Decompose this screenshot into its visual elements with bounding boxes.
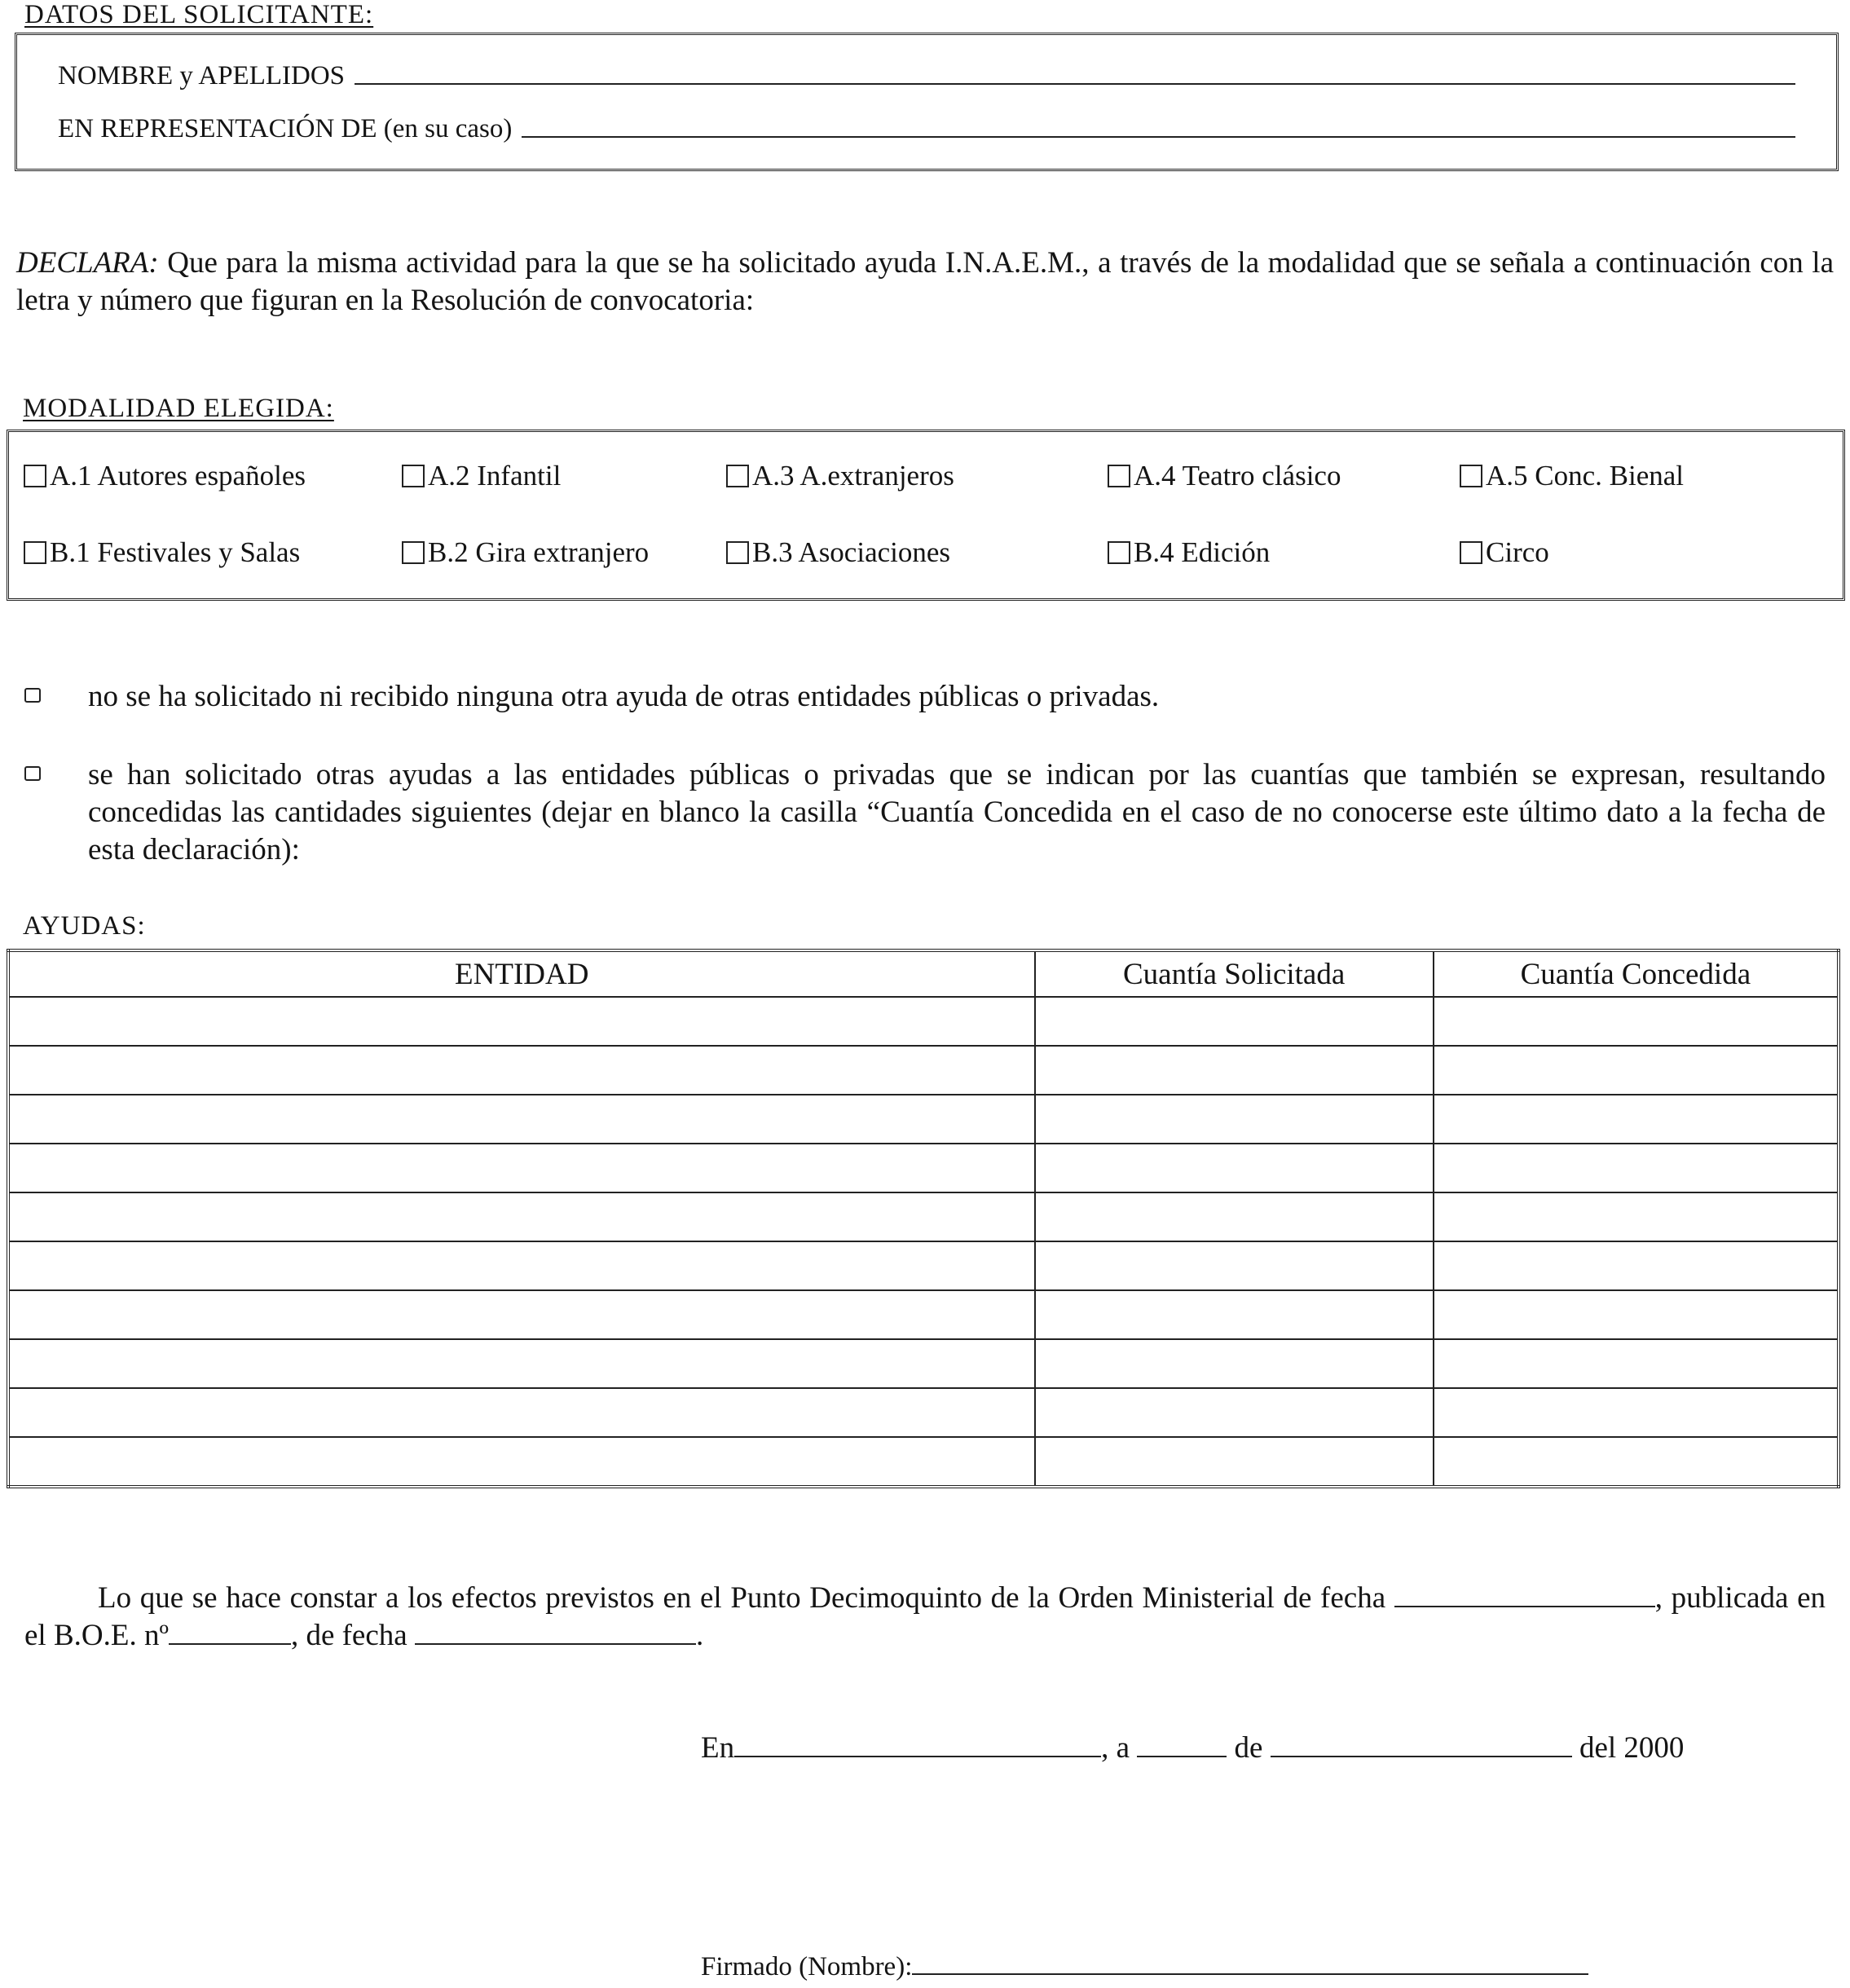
checkbox[interactable]: [1108, 465, 1130, 487]
constancia-text-4: .: [695, 1619, 704, 1652]
table-row: [8, 1241, 1839, 1290]
constancia-text-3: , de fecha: [290, 1619, 407, 1652]
de-label: de: [1234, 1731, 1263, 1765]
modalidad-option-b2[interactable]: [402, 536, 649, 569]
checkbox[interactable]: [24, 465, 46, 487]
concedida-cell[interactable]: [1434, 1046, 1839, 1095]
table-row: [8, 997, 1839, 1046]
checkbox[interactable]: [24, 541, 46, 564]
section-heading-solicitante: DATOS DEL SOLICITANTE:: [24, 0, 374, 29]
entidad-cell[interactable]: [8, 1290, 1035, 1339]
checkbox-otras-ayudas[interactable]: [24, 766, 41, 781]
declara-text: Que para la misma actividad para la que se ha solicitado ayuda I.N.A.E.M., a través de la modalidad que se señala a continuación con la letra y número que figuran en la Resolución de convocatoria:: [16, 246, 1834, 317]
modalidad-option-a2[interactable]: [402, 460, 561, 492]
modalidad-option-b3[interactable]: [726, 536, 950, 569]
del-label: del 2000: [1579, 1731, 1685, 1765]
concedida-cell[interactable]: [1434, 1437, 1839, 1487]
option-label: B.3 Asociaciones: [752, 536, 951, 568]
solicitada-cell[interactable]: [1035, 1339, 1434, 1388]
representacion-row: [58, 108, 1795, 144]
constancia-text-2: , publicada en el B.O.E. nº: [24, 1581, 1826, 1652]
entidad-cell[interactable]: [8, 1388, 1035, 1437]
opcion-otras-ayudas: [24, 756, 1826, 871]
representacion-label: EN REPRESENTACIÓN DE (en su caso): [58, 114, 513, 143]
column-header-entidad: ENTIDAD: [8, 950, 1035, 997]
modalidad-option-a5[interactable]: [1460, 460, 1684, 492]
modalidad-frame: [7, 430, 1845, 601]
dia-field[interactable]: [1137, 1756, 1227, 1757]
concedida-cell[interactable]: [1434, 997, 1839, 1046]
column-header-cuantia-concedida: Cuantía Concedida: [1434, 950, 1839, 997]
concedida-cell[interactable]: [1434, 1144, 1839, 1192]
concedida-cell[interactable]: [1434, 1095, 1839, 1144]
option-label: A.1 Autores españoles: [50, 460, 306, 491]
concedida-cell[interactable]: [1434, 1290, 1839, 1339]
en-label: En: [701, 1731, 735, 1765]
solicitada-cell[interactable]: [1035, 1388, 1434, 1437]
opcion-otras-ayudas-text: se han solicitado otras ayudas a las entidades públicas o privadas que se indican por las cuantías que también se expresan, resultando concedidas las cantidades siguientes (dejar en blanco la casilla “Cuantía Concedida en el caso de no conocerse este último dato a la fecha de esta declaración):: [88, 758, 1826, 866]
table-row: [8, 1388, 1839, 1437]
section-heading-ayudas: AYUDAS:: [23, 911, 146, 941]
solicitada-cell[interactable]: [1035, 1290, 1434, 1339]
option-label: A.5 Conc. Bienal: [1486, 460, 1685, 491]
solicitada-cell[interactable]: [1035, 1144, 1434, 1192]
a-label: , a: [1101, 1731, 1130, 1765]
declara-paragraph: [16, 245, 1834, 320]
mes-field[interactable]: [1271, 1756, 1572, 1757]
table-header-row: [8, 950, 1839, 997]
entidad-cell[interactable]: [8, 1192, 1035, 1241]
option-label: B.2 Gira extranjero: [428, 536, 650, 568]
entidad-cell[interactable]: [8, 1046, 1035, 1095]
column-header-cuantia-solicitada: Cuantía Solicitada: [1035, 950, 1434, 997]
entidad-cell[interactable]: [8, 997, 1035, 1046]
representacion-field[interactable]: [522, 136, 1795, 138]
constancia-text-1: Lo que se hace constar a los efectos previstos en el Punto Decimoquinto de la Orden Ministerial de fecha: [98, 1581, 1386, 1615]
nombre-field[interactable]: [355, 83, 1795, 85]
checkbox[interactable]: [1108, 541, 1130, 564]
modalidad-option-b1[interactable]: [24, 536, 300, 569]
entidad-cell[interactable]: [8, 1437, 1035, 1487]
checkbox[interactable]: [1460, 541, 1482, 564]
firma-label: Firmado (Nombre):: [701, 1952, 913, 1981]
table-row: [8, 1339, 1839, 1388]
solicitada-cell[interactable]: [1035, 997, 1434, 1046]
boe-fecha-field[interactable]: [415, 1643, 696, 1645]
nombre-label: NOMBRE y APELLIDOS: [58, 61, 346, 90]
table-row: [8, 1046, 1839, 1095]
option-label: A.4 Teatro clásico: [1134, 460, 1341, 491]
nombre-row: [58, 55, 1795, 91]
entidad-cell[interactable]: [8, 1144, 1035, 1192]
modalidad-option-a3[interactable]: [726, 460, 954, 492]
boe-numero-field[interactable]: [169, 1643, 291, 1645]
lugar-field[interactable]: [734, 1756, 1101, 1757]
firma-line: [701, 1952, 1588, 1982]
modalidad-option-a4[interactable]: [1108, 460, 1341, 492]
checkbox[interactable]: [726, 541, 749, 564]
constancia-paragraph: [24, 1580, 1826, 1655]
concedida-cell[interactable]: [1434, 1388, 1839, 1437]
firma-field[interactable]: [912, 1973, 1588, 1975]
entidad-cell[interactable]: [8, 1241, 1035, 1290]
modalidad-option-a1[interactable]: [24, 460, 306, 492]
solicitante-frame: [15, 33, 1839, 171]
solicitada-cell[interactable]: [1035, 1192, 1434, 1241]
checkbox[interactable]: [726, 465, 749, 487]
option-label: B.1 Festivales y Salas: [50, 536, 301, 568]
option-label: A.3 A.extranjeros: [752, 460, 954, 491]
ayudas-table: [7, 949, 1840, 1488]
opcion-ninguna: [24, 678, 1826, 719]
table-row: [8, 1095, 1839, 1144]
orden-fecha-field[interactable]: [1394, 1606, 1655, 1607]
modalidad-option-b4[interactable]: [1108, 536, 1270, 569]
option-label: Circo: [1486, 536, 1549, 568]
option-label: B.4 Edición: [1134, 536, 1271, 568]
solicitada-cell[interactable]: [1035, 1437, 1434, 1487]
table-row: [8, 1290, 1839, 1339]
concedida-cell[interactable]: [1434, 1339, 1839, 1388]
table-row: [8, 1144, 1839, 1192]
declara-keyword: DECLARA:: [16, 246, 159, 280]
checkbox[interactable]: [402, 465, 425, 487]
table-row: [8, 1437, 1839, 1487]
entidad-cell[interactable]: [8, 1095, 1035, 1144]
opcion-ninguna-text: no se ha solicitado ni recibido ninguna otra ayuda de otras entidades públicas o privadas.: [88, 680, 1160, 713]
entidad-cell[interactable]: [8, 1339, 1035, 1388]
checkbox[interactable]: [1460, 465, 1482, 487]
solicitada-cell[interactable]: [1035, 1241, 1434, 1290]
checkbox-ninguna[interactable]: [24, 688, 41, 703]
solicitada-cell[interactable]: [1035, 1095, 1434, 1144]
modalidad-option-circo[interactable]: [1460, 536, 1549, 569]
lugar-fecha-line: [701, 1730, 1684, 1765]
solicitada-cell[interactable]: [1035, 1046, 1434, 1095]
option-label: A.2 Infantil: [428, 460, 562, 491]
table-row: [8, 1192, 1839, 1241]
checkbox[interactable]: [402, 541, 425, 564]
section-heading-modalidad: MODALIDAD ELEGIDA:: [23, 394, 334, 423]
concedida-cell[interactable]: [1434, 1241, 1839, 1290]
concedida-cell[interactable]: [1434, 1192, 1839, 1241]
